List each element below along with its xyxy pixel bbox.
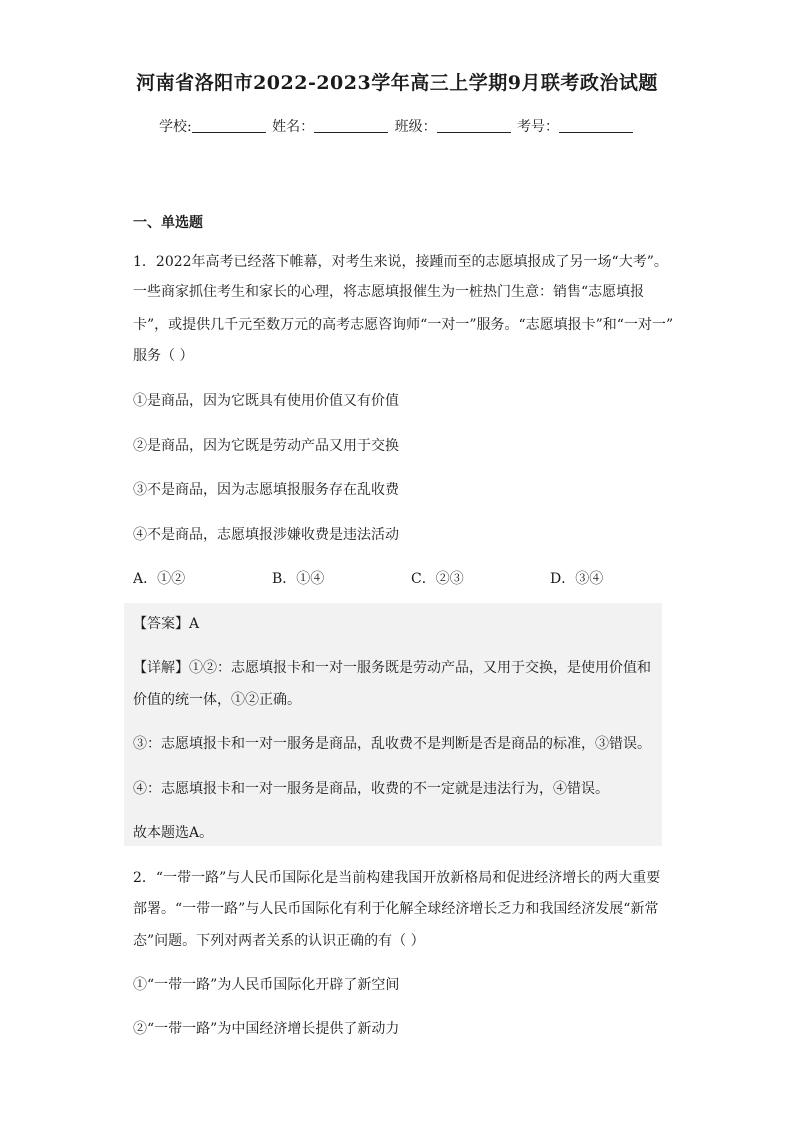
- q2-statement: ②“一带一路”为中国经济增长提供了新动力: [133, 1021, 400, 1037]
- q1-statement: ④不是商品，志愿填报涉嫌收费是违法活动: [133, 527, 399, 543]
- page-title: 河南省洛阳市2022-2023学年高三上学期9月联考政治试题: [136, 72, 658, 94]
- exam-no-blank: [559, 118, 633, 133]
- q1-option-c: C．②③: [411, 571, 464, 587]
- school-label: 学校:: [158, 119, 192, 135]
- school-blank: [192, 118, 266, 133]
- q2-line: 态”问题。下列对两者关系的认识正确的有（ ）: [133, 933, 425, 949]
- student-info-row: [0, 116, 794, 136]
- q1-statement: ③不是商品，因为志愿填报服务存在乱收费: [133, 482, 399, 498]
- section-title: 一、单选题: [133, 215, 203, 231]
- class-blank: [437, 118, 511, 133]
- answer-panel: [124, 603, 662, 846]
- q1-detail-line: ③：志愿填报卡和一对一服务是商品，乱收费不是判断是否是商品的标准，③错误。: [133, 736, 651, 752]
- q1-statement: ②是商品，因为它既是劳动产品又用于交换: [133, 438, 399, 454]
- q1-detail-line: 价值的统一体，①②正确。: [133, 692, 301, 708]
- q1-line: 一些商家抓住考生和家长的心理，将志愿填报催生为一桩热门生意：销售“志愿填报: [133, 284, 645, 300]
- q1-answer: 【答案】A: [133, 616, 200, 632]
- name-blank: [314, 118, 388, 133]
- q1-detail-line: ④：志愿填报卡和一对一服务是商品，收费的不一定就是违法行为，④错误。: [133, 781, 609, 797]
- q1-line: 1．2022年高考已经落下帷幕，对考生来说，接踵而至的志愿填报成了另一场“大考”。: [133, 254, 668, 270]
- q1-option-b: B．①④: [272, 571, 325, 587]
- q1-detail-line: 【详解】①②：志愿填报卡和一对一服务既是劳动产品，又用于交换，是使用价值和: [133, 660, 651, 676]
- class-label: 班级：: [394, 119, 437, 135]
- q2-line: 部署。“一带一路”与人民币国际化有利于化解全球经济增长乏力和我国经济发展“新常: [133, 901, 659, 917]
- q2-statement: ①“一带一路”为人民币国际化开辟了新空间: [133, 977, 400, 993]
- q1-statement: ①是商品，因为它既具有使用价值又有价值: [133, 393, 399, 409]
- q1-line: 服务（ ）: [133, 348, 194, 364]
- name-label: 姓名：: [272, 119, 315, 135]
- q1-line: 卡”，或提供几千元至数万元的高考志愿咨询师“一对一”服务。“志愿填报卡”和“一对一”: [133, 317, 674, 333]
- q1-option-a: A．①②: [133, 571, 186, 587]
- q2-line: 2．“一带一路”与人民币国际化是当前构建我国开放新格局和促进经济增长的两大重要: [133, 870, 661, 886]
- q1-option-d: D．③④: [550, 571, 604, 587]
- exam-no-label: 考号：: [517, 119, 560, 135]
- q1-conclusion: 故本题选A。: [133, 825, 214, 841]
